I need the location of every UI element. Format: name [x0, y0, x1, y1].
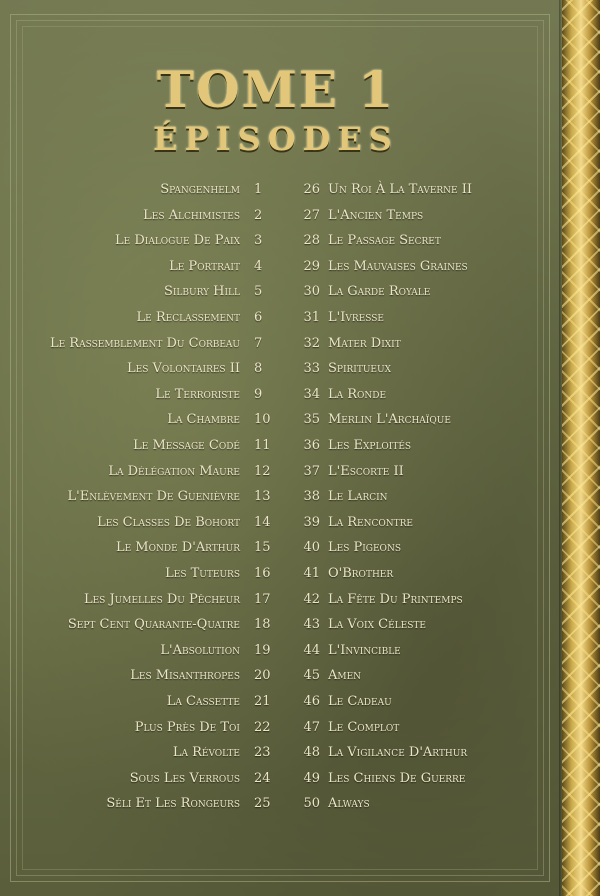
episode-title-left: Le Monde D'Arthur — [115, 540, 240, 555]
episode-number-right: 30 — [303, 284, 320, 299]
episode-title-left: La Révolte — [172, 745, 240, 760]
episode-row — [0, 182, 560, 206]
episode-row — [0, 259, 560, 283]
episode-title-right: Un Roi À La Taverne II — [328, 182, 473, 197]
episode-number-left: 25 — [254, 796, 271, 811]
episode-row — [0, 566, 560, 590]
episode-number-left: 13 — [254, 489, 271, 504]
episode-title-left: Les Misanthropes — [130, 668, 240, 683]
episode-title-left: Silbury Hill — [163, 284, 240, 299]
episode-title-right: Les Pigeons — [328, 540, 401, 555]
episode-title-right: Amen — [328, 668, 362, 683]
episode-title-right: Spiritueux — [328, 361, 391, 376]
episode-number-left: 19 — [254, 643, 271, 658]
episode-number-right: 35 — [303, 412, 320, 427]
episode-number-left: 24 — [254, 771, 271, 786]
episode-number-right: 37 — [303, 464, 320, 479]
episode-number-right: 34 — [303, 387, 320, 402]
episode-row — [0, 540, 560, 564]
episode-number-right: 31 — [303, 310, 320, 325]
episode-title-right: O'Brother — [328, 566, 394, 581]
episode-row — [0, 464, 560, 488]
episode-title-left: Les Alchimistes — [143, 208, 240, 223]
episode-number-left: 8 — [254, 361, 263, 376]
episode-number-left: 12 — [254, 464, 271, 479]
episode-number-left: 5 — [254, 284, 263, 299]
episode-number-right: 44 — [303, 643, 320, 658]
episode-title-left: Le Dialogue De Paix — [115, 233, 240, 248]
episode-row — [0, 208, 560, 232]
episode-number-left: 9 — [254, 387, 263, 402]
episode-row — [0, 643, 560, 667]
page-subtitle: ÉPISODES — [153, 120, 399, 158]
episode-title-right: Le Cadeau — [328, 694, 392, 709]
episode-number-right: 50 — [303, 796, 320, 811]
episode-number-right: 43 — [303, 617, 320, 632]
episode-title-left: Les Volontaires II — [127, 361, 240, 376]
episode-title-left: L'Absolution — [160, 643, 240, 658]
episode-number-left: 20 — [254, 668, 271, 683]
episode-number-left: 18 — [254, 617, 271, 632]
episode-title-right: L'Invincible — [328, 643, 401, 658]
episode-title-left: Sous Les Verrous — [129, 771, 240, 786]
episode-number-left: 11 — [254, 438, 271, 453]
episode-number-left: 15 — [254, 540, 271, 555]
episode-row — [0, 284, 560, 308]
episode-row — [0, 694, 560, 718]
episode-title-left: Les Classes De Bohort — [97, 515, 240, 530]
episode-number-left: 7 — [254, 336, 263, 351]
episode-number-left: 22 — [254, 720, 271, 735]
episode-title-left: Séli Et Les Rongeurs — [106, 796, 240, 811]
episode-title-right: L'Ancien Temps — [328, 208, 424, 223]
episode-row — [0, 771, 560, 795]
episode-number-left: 17 — [254, 592, 271, 607]
episode-title-right: La Rencontre — [328, 515, 413, 530]
episode-number-left: 23 — [254, 745, 271, 760]
episode-number-right: 40 — [303, 540, 320, 555]
episode-title-right: Le Larcin — [328, 489, 388, 504]
episode-title-left: Le Reclassement — [136, 310, 240, 325]
episode-row — [0, 720, 560, 744]
episode-title-left: Sept Cent Quarante-Quatre — [67, 617, 240, 632]
episode-number-left: 2 — [254, 208, 263, 223]
episode-title-left: La Délégation Maure — [108, 464, 240, 479]
episode-row — [0, 796, 560, 820]
episode-number-right: 33 — [303, 361, 320, 376]
episode-row — [0, 387, 560, 411]
episode-number-left: 16 — [254, 566, 271, 581]
episode-number-right: 27 — [303, 208, 320, 223]
episode-row — [0, 412, 560, 436]
episode-number-right: 47 — [303, 720, 320, 735]
episode-row — [0, 489, 560, 513]
episode-title-right: La Ronde — [328, 387, 387, 402]
episode-title-left: Le Message Codé — [133, 438, 240, 453]
episode-row — [0, 336, 560, 360]
episode-row — [0, 592, 560, 616]
episode-title-right: Mater Dixit — [328, 336, 401, 351]
episode-number-left: 10 — [254, 412, 271, 427]
episode-number-right: 26 — [303, 182, 320, 197]
episode-title-right: Le Complot — [328, 720, 400, 735]
episode-number-right: 48 — [303, 745, 320, 760]
episode-title-left: Le Rassemblement Du Corbeau — [49, 336, 240, 351]
episode-title-right: Le Passage Secret — [328, 233, 441, 248]
episode-number-left: 3 — [254, 233, 263, 248]
episode-number-right: 45 — [303, 668, 320, 683]
episode-number-right: 42 — [303, 592, 320, 607]
episode-number-left: 6 — [254, 310, 263, 325]
episode-title-right: La Voix Céleste — [328, 617, 426, 632]
episode-row — [0, 233, 560, 257]
episode-number-right: 28 — [303, 233, 320, 248]
episode-row — [0, 617, 560, 641]
episode-number-right: 29 — [303, 259, 320, 274]
episode-title-left: Spangenhelm — [160, 182, 240, 197]
page-title: TOME 1 — [156, 60, 396, 119]
episode-title-left: La Chambre — [167, 412, 240, 427]
episode-title-left: Le Portrait — [169, 259, 240, 274]
episode-row — [0, 515, 560, 539]
episode-title-right: Les Mauvaises Graines — [328, 259, 468, 274]
episode-title-right: La Vigilance D'Arthur — [328, 745, 468, 760]
celtic-knot-border — [562, 0, 600, 896]
episode-title-right: La Garde Royale — [328, 284, 431, 299]
episode-number-left: 14 — [254, 515, 271, 530]
episode-title-right: L'Ivresse — [328, 310, 384, 325]
episode-title-right: La Fête Du Printemps — [328, 592, 463, 607]
episode-row — [0, 310, 560, 334]
episode-title-left: Les Jumelles Du Pêcheur — [83, 592, 240, 607]
episode-row — [0, 361, 560, 385]
episode-title-left: Les Tuteurs — [165, 566, 240, 581]
episode-number-left: 4 — [254, 259, 263, 274]
episode-number-right: 36 — [303, 438, 320, 453]
episode-title-left: Le Terroriste — [155, 387, 240, 402]
episode-number-left: 21 — [254, 694, 271, 709]
episode-row — [0, 745, 560, 769]
episode-number-right: 38 — [303, 489, 320, 504]
episode-title-right: Merlin L'Archaïque — [328, 412, 451, 427]
episode-number-right: 46 — [303, 694, 320, 709]
episode-title-left: L'Enlèvement De Guenièvre — [67, 489, 240, 504]
episode-number-right: 41 — [303, 566, 320, 581]
episode-number-right: 39 — [303, 515, 320, 530]
episode-title-right: L'Escorte II — [328, 464, 404, 479]
episode-title-left: La Cassette — [166, 694, 240, 709]
episode-title-right: Always — [328, 796, 370, 811]
episode-title-left: Plus Près De Toi — [134, 720, 240, 735]
episode-number-left: 1 — [254, 182, 263, 197]
episode-number-right: 49 — [303, 771, 320, 786]
episode-row — [0, 438, 560, 462]
episode-title-right: Les Chiens De Guerre — [328, 771, 466, 786]
episode-row — [0, 668, 560, 692]
episode-title-right: Les Exploités — [328, 438, 412, 453]
episode-number-right: 32 — [303, 336, 320, 351]
